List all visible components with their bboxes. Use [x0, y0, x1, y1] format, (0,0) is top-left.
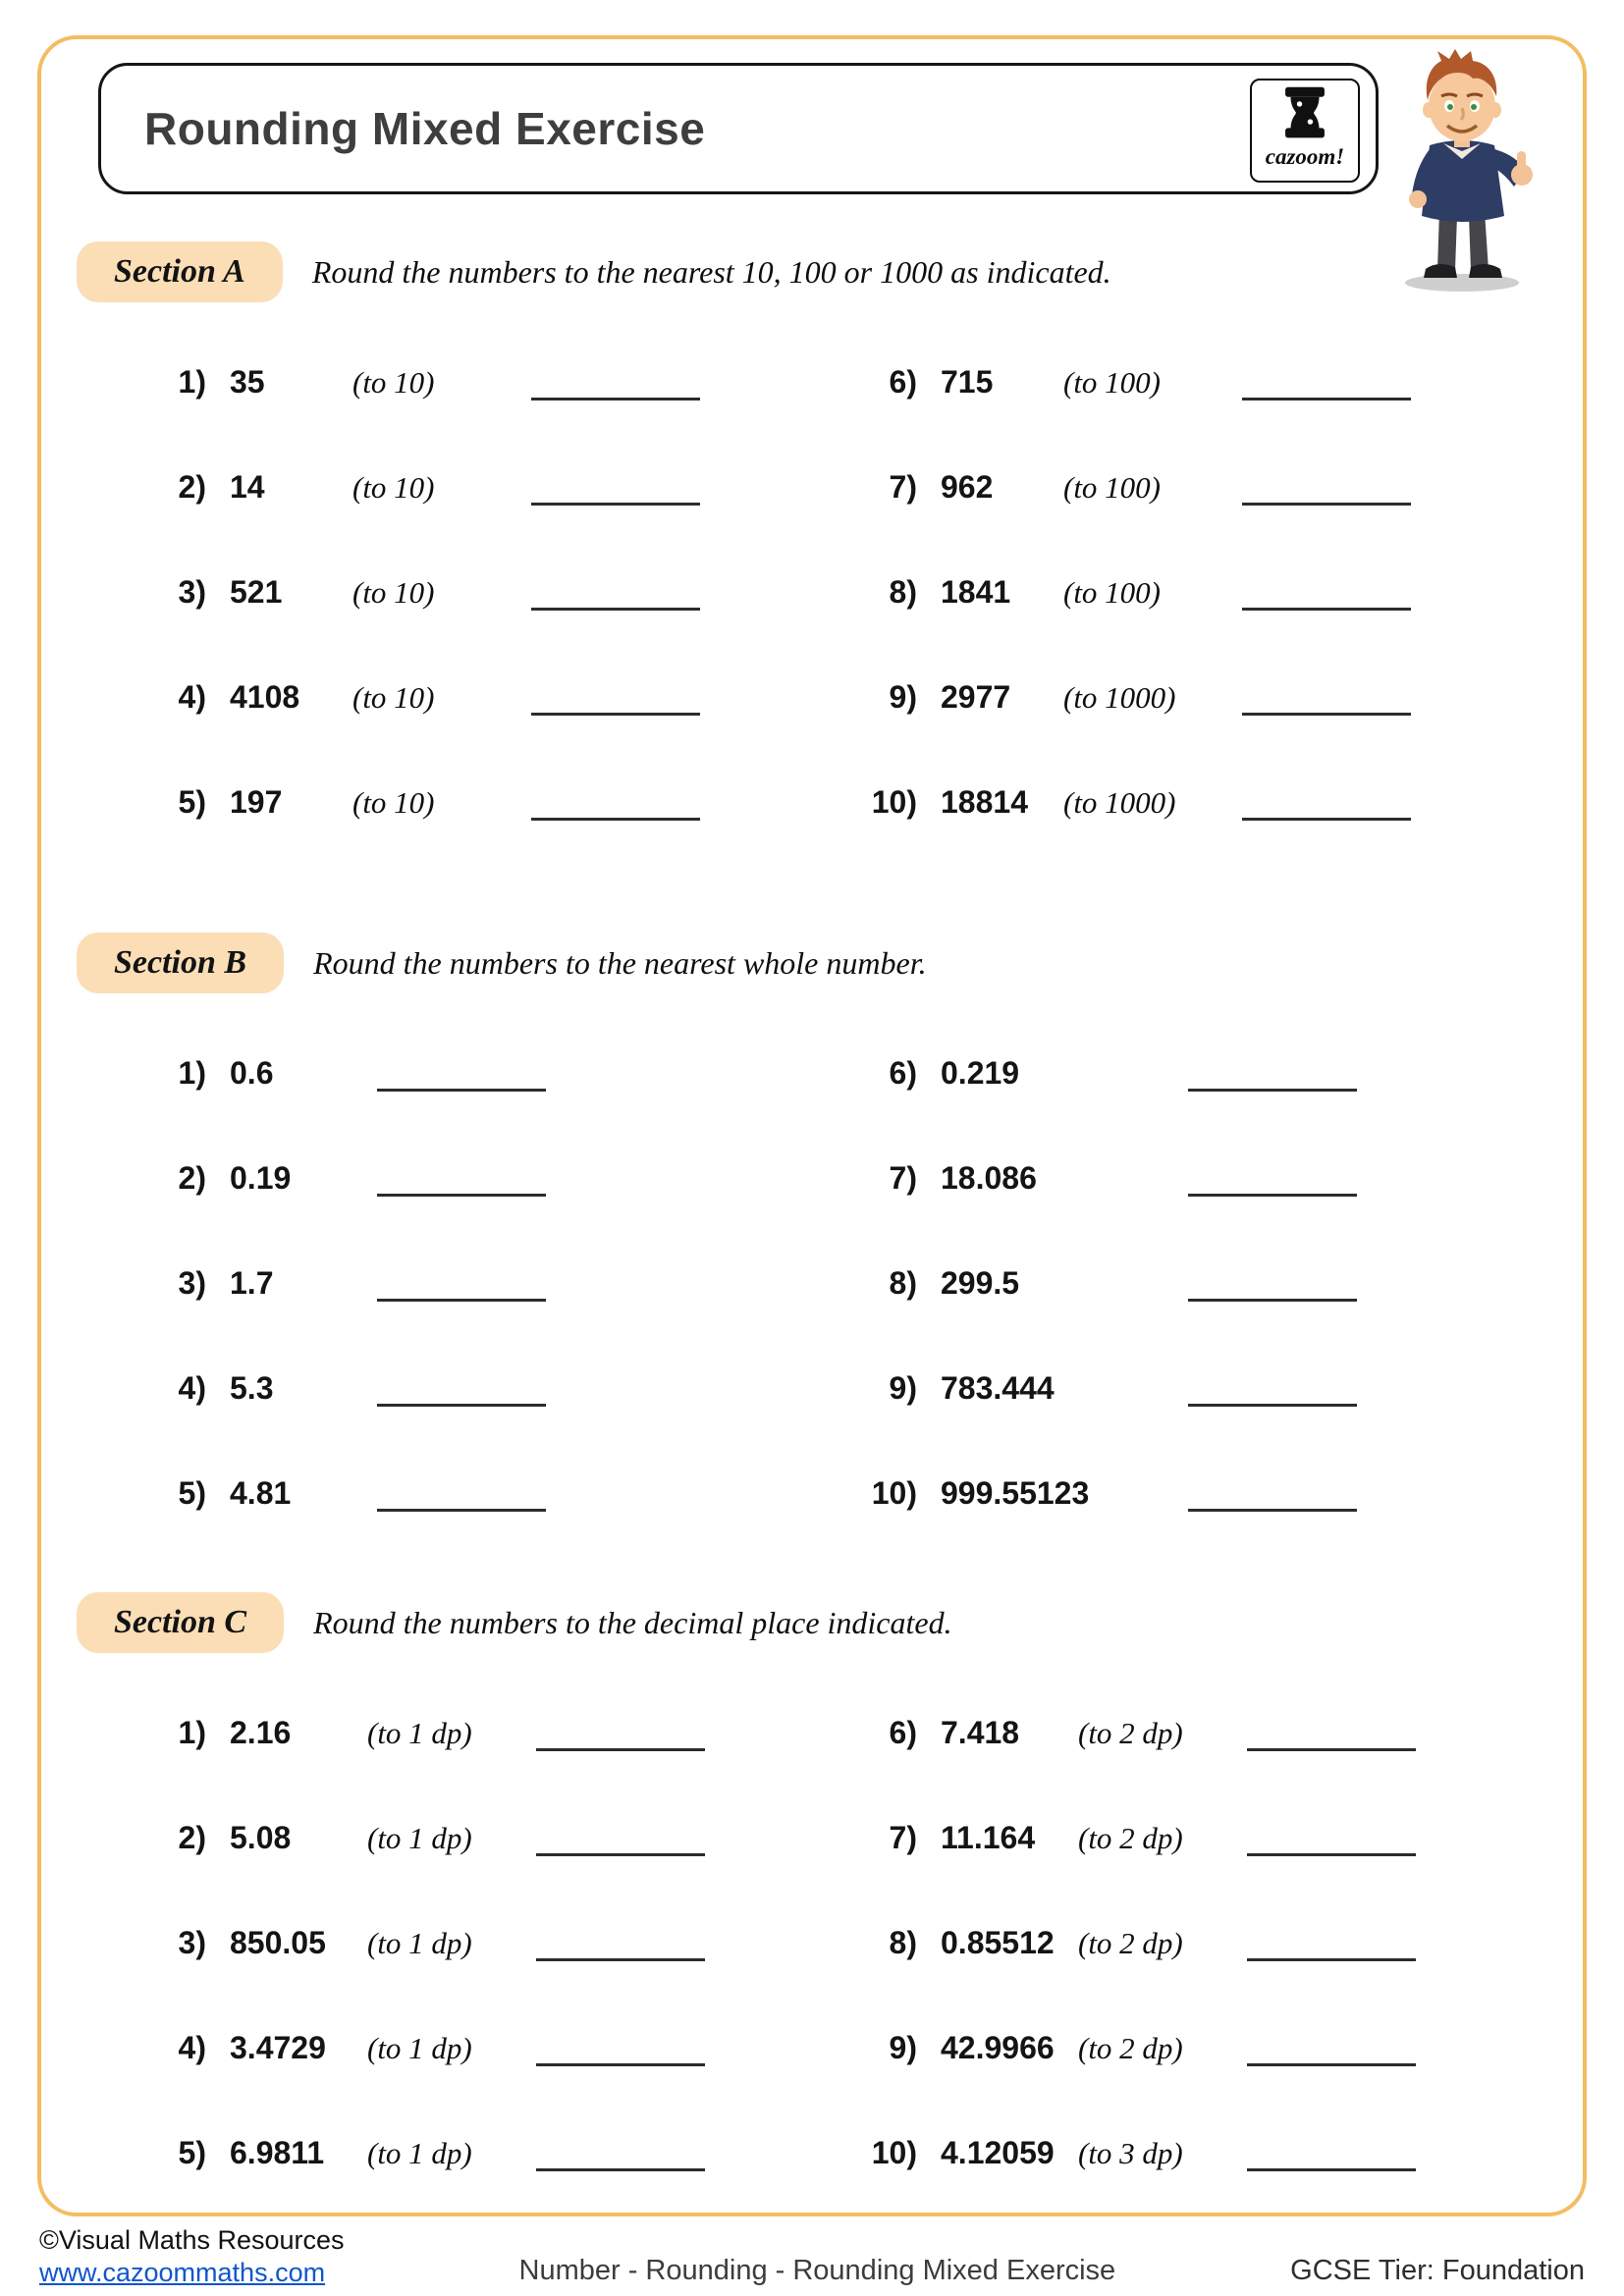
problem-value: 2.16: [230, 1715, 292, 1750]
problem-value: 0.219: [941, 1055, 1020, 1091]
problem-row: [846, 462, 1557, 506]
problem-row: [846, 357, 1557, 400]
problem-round-hint: (to 1000): [1063, 785, 1176, 820]
section-b-problems: [77, 1048, 1557, 1512]
answer-blank[interactable]: [1242, 811, 1411, 821]
problem-round-hint: (to 1 dp): [367, 1716, 472, 1750]
answer-blank[interactable]: [1242, 601, 1411, 611]
problem-value: 42.9966: [941, 2030, 1055, 2065]
problem-row: [135, 777, 846, 821]
problem-row: [135, 1363, 846, 1407]
problem-number: 2): [178, 1820, 206, 1855]
problem-number: 10): [871, 2135, 917, 2170]
problem-value: 7.418: [941, 1715, 1020, 1750]
answer-blank[interactable]: [377, 1502, 546, 1512]
problem-value: 4.12059: [941, 2135, 1055, 2170]
problem-row: [846, 2023, 1557, 2066]
problem-value: 6.9811: [230, 2135, 325, 2170]
problem-number: 5): [178, 2135, 206, 2170]
answer-blank[interactable]: [536, 2056, 705, 2066]
problem-round-hint: (to 10): [352, 575, 435, 610]
tier-label: GCSE Tier: Foundation: [1290, 2255, 1585, 2286]
answer-blank[interactable]: [377, 1397, 546, 1407]
problem-value: 0.6: [230, 1055, 274, 1091]
problem-value: 5.3: [230, 1370, 274, 1406]
problem-number: 9): [889, 679, 917, 715]
problem-row: [846, 1813, 1557, 1856]
problem-row: [846, 1363, 1557, 1407]
problem-round-hint: (to 1 dp): [367, 2031, 472, 2065]
problem-number: 8): [889, 1265, 917, 1301]
problem-round-hint: (to 100): [1063, 365, 1162, 400]
problem-number: 4): [178, 2030, 206, 2065]
answer-blank[interactable]: [377, 1082, 546, 1092]
problem-row: [135, 1708, 846, 1751]
problem-round-hint: (to 2 dp): [1078, 1821, 1183, 1855]
answer-blank[interactable]: [531, 391, 700, 400]
answer-blank[interactable]: [1242, 496, 1411, 506]
problem-number: 4): [178, 1370, 206, 1406]
problem-value: 715: [941, 364, 994, 400]
problem-row: [846, 672, 1557, 716]
problem-number: 8): [889, 1925, 917, 1960]
problem-value: 14: [230, 469, 265, 505]
problem-value: 18.086: [941, 1160, 1037, 1196]
section-a: [77, 240, 1557, 821]
problem-number: 1): [178, 364, 206, 400]
problem-value: 5.08: [230, 1820, 292, 1855]
section-a-problems: [77, 357, 1557, 821]
problem-number: 5): [178, 1475, 206, 1511]
problem-number: 3): [178, 574, 206, 610]
problem-value: 1.7: [230, 1265, 274, 1301]
section-c: [77, 1590, 1557, 2171]
answer-blank[interactable]: [1247, 1951, 1416, 1961]
answer-blank[interactable]: [531, 496, 700, 506]
section-b-header: [77, 931, 1557, 995]
section-c-problems: [77, 1708, 1557, 2171]
answer-blank[interactable]: [536, 1951, 705, 1961]
problem-number: 2): [178, 469, 206, 505]
problem-value: 783.444: [941, 1370, 1055, 1406]
problem-round-hint: (to 100): [1063, 470, 1162, 505]
problem-value: 999.55123: [941, 1475, 1090, 1511]
problem-value: 521: [230, 574, 283, 610]
problem-value: 850.05: [230, 1925, 326, 1960]
problem-round-hint: (to 10): [352, 680, 435, 715]
section-b: [77, 931, 1557, 1512]
problem-number: 6): [889, 1055, 917, 1091]
answer-blank[interactable]: [1188, 1292, 1357, 1302]
problem-value: 35: [230, 364, 265, 400]
problem-round-hint: (to 100): [1063, 575, 1162, 610]
problem-number: 4): [178, 679, 206, 715]
problem-row: [846, 1048, 1557, 1092]
website-link[interactable]: www.cazoommaths.com: [39, 2258, 326, 2288]
problem-value: 0.85512: [941, 1925, 1055, 1960]
page-title: Rounding Mixed Exercise: [144, 103, 706, 154]
problem-number: 10): [871, 784, 917, 820]
problem-value: 4108: [230, 679, 300, 715]
problem-number: 3): [178, 1925, 206, 1960]
section-b-label: Section B: [77, 933, 284, 993]
problem-round-hint: (to 1000): [1063, 680, 1176, 715]
footer-left: [39, 2224, 345, 2291]
problem-number: 7): [889, 1820, 917, 1855]
answer-blank[interactable]: [531, 706, 700, 716]
problem-row: [135, 462, 846, 506]
problem-row: [135, 567, 846, 611]
answer-blank[interactable]: [1247, 1741, 1416, 1751]
section-a-header: [77, 240, 1557, 304]
problem-row: [846, 1918, 1557, 1961]
problem-row: [135, 672, 846, 716]
problem-number: 6): [889, 1715, 917, 1750]
problem-row: [135, 1813, 846, 1856]
breadcrumb: Number - Rounding - Rounding Mixed Exercise: [518, 2255, 1116, 2286]
problem-value: 0.19: [230, 1160, 292, 1196]
answer-blank[interactable]: [1247, 2162, 1416, 2171]
problem-round-hint: (to 3 dp): [1078, 2136, 1183, 2170]
problem-round-hint: (to 1 dp): [367, 1821, 472, 1855]
hourglass-logo-icon: [1276, 84, 1333, 146]
problem-number: 5): [178, 784, 206, 820]
answer-blank[interactable]: [377, 1292, 546, 1302]
problem-number: 1): [178, 1055, 206, 1091]
problem-value: 197: [230, 784, 283, 820]
cazoom-logo: [1250, 79, 1360, 183]
answer-blank[interactable]: [1242, 391, 1411, 400]
answer-blank[interactable]: [531, 601, 700, 611]
section-b-instruction: Round the numbers to the nearest whole number.: [313, 944, 927, 981]
problem-round-hint: (to 10): [352, 365, 435, 400]
problem-row: [846, 2128, 1557, 2171]
problem-round-hint: (to 2 dp): [1078, 2031, 1183, 2065]
problem-value: 962: [941, 469, 994, 505]
problem-row: [846, 777, 1557, 821]
problem-number: 1): [178, 1715, 206, 1750]
answer-blank[interactable]: [1188, 1187, 1357, 1197]
answer-blank[interactable]: [1247, 2056, 1416, 2066]
answer-blank[interactable]: [536, 2162, 705, 2171]
problem-row: [135, 1918, 846, 1961]
problem-round-hint: (to 2 dp): [1078, 1716, 1183, 1750]
problem-row: [846, 1258, 1557, 1302]
problem-value: 3.4729: [230, 2030, 326, 2065]
problem-value: 11.164: [941, 1820, 1036, 1855]
problem-round-hint: (to 10): [352, 785, 435, 820]
problem-row: [846, 1468, 1557, 1512]
answer-blank[interactable]: [1188, 1082, 1357, 1092]
problem-row: [135, 1048, 846, 1092]
problem-row: [135, 2128, 846, 2171]
answer-blank[interactable]: [531, 811, 700, 821]
answer-blank[interactable]: [536, 1741, 705, 1751]
section-c-label: Section C: [77, 1592, 284, 1653]
problem-number: 10): [871, 1475, 917, 1511]
section-c-header: [77, 1590, 1557, 1655]
problem-row: [135, 357, 846, 400]
problem-value: 299.5: [941, 1265, 1020, 1301]
answer-blank[interactable]: [536, 1846, 705, 1856]
answer-blank[interactable]: [1242, 706, 1411, 716]
answer-blank[interactable]: [1188, 1502, 1357, 1512]
problem-value: 4.81: [230, 1475, 292, 1511]
problem-row: [846, 1153, 1557, 1197]
problem-value: 18814: [941, 784, 1028, 820]
problem-round-hint: (to 1 dp): [367, 2136, 472, 2170]
answer-blank[interactable]: [1188, 1397, 1357, 1407]
problem-number: 6): [889, 364, 917, 400]
problem-round-hint: (to 2 dp): [1078, 1926, 1183, 1960]
answer-blank[interactable]: [377, 1187, 546, 1197]
page-footer: [39, 2224, 1585, 2291]
cazoom-logo-text: cazoom!: [1265, 144, 1345, 169]
problem-value: 1841: [941, 574, 1011, 610]
problem-round-hint: (to 10): [352, 470, 435, 505]
problem-value: 2977: [941, 679, 1011, 715]
problem-row: [846, 567, 1557, 611]
problem-row: [135, 1258, 846, 1302]
problem-number: 2): [178, 1160, 206, 1196]
problem-number: 9): [889, 1370, 917, 1406]
section-a-label: Section A: [77, 241, 283, 302]
section-c-instruction: Round the numbers to the decimal place indicated.: [313, 1604, 952, 1640]
worksheet-header: [98, 63, 1379, 194]
problem-number: 3): [178, 1265, 206, 1301]
section-a-instruction: Round the numbers to the nearest 10, 100 or 1000 as indicated.: [311, 253, 1111, 290]
problem-row: [135, 1153, 846, 1197]
problem-number: 9): [889, 2030, 917, 2065]
copyright-text: ©Visual Maths Resources: [39, 2224, 345, 2255]
problem-row: [135, 1468, 846, 1512]
answer-blank[interactable]: [1247, 1846, 1416, 1856]
problem-row: [846, 1708, 1557, 1751]
problem-number: 7): [889, 469, 917, 505]
problem-number: 8): [889, 574, 917, 610]
problem-number: 7): [889, 1160, 917, 1196]
problem-row: [135, 2023, 846, 2066]
problem-round-hint: (to 1 dp): [367, 1926, 472, 1960]
